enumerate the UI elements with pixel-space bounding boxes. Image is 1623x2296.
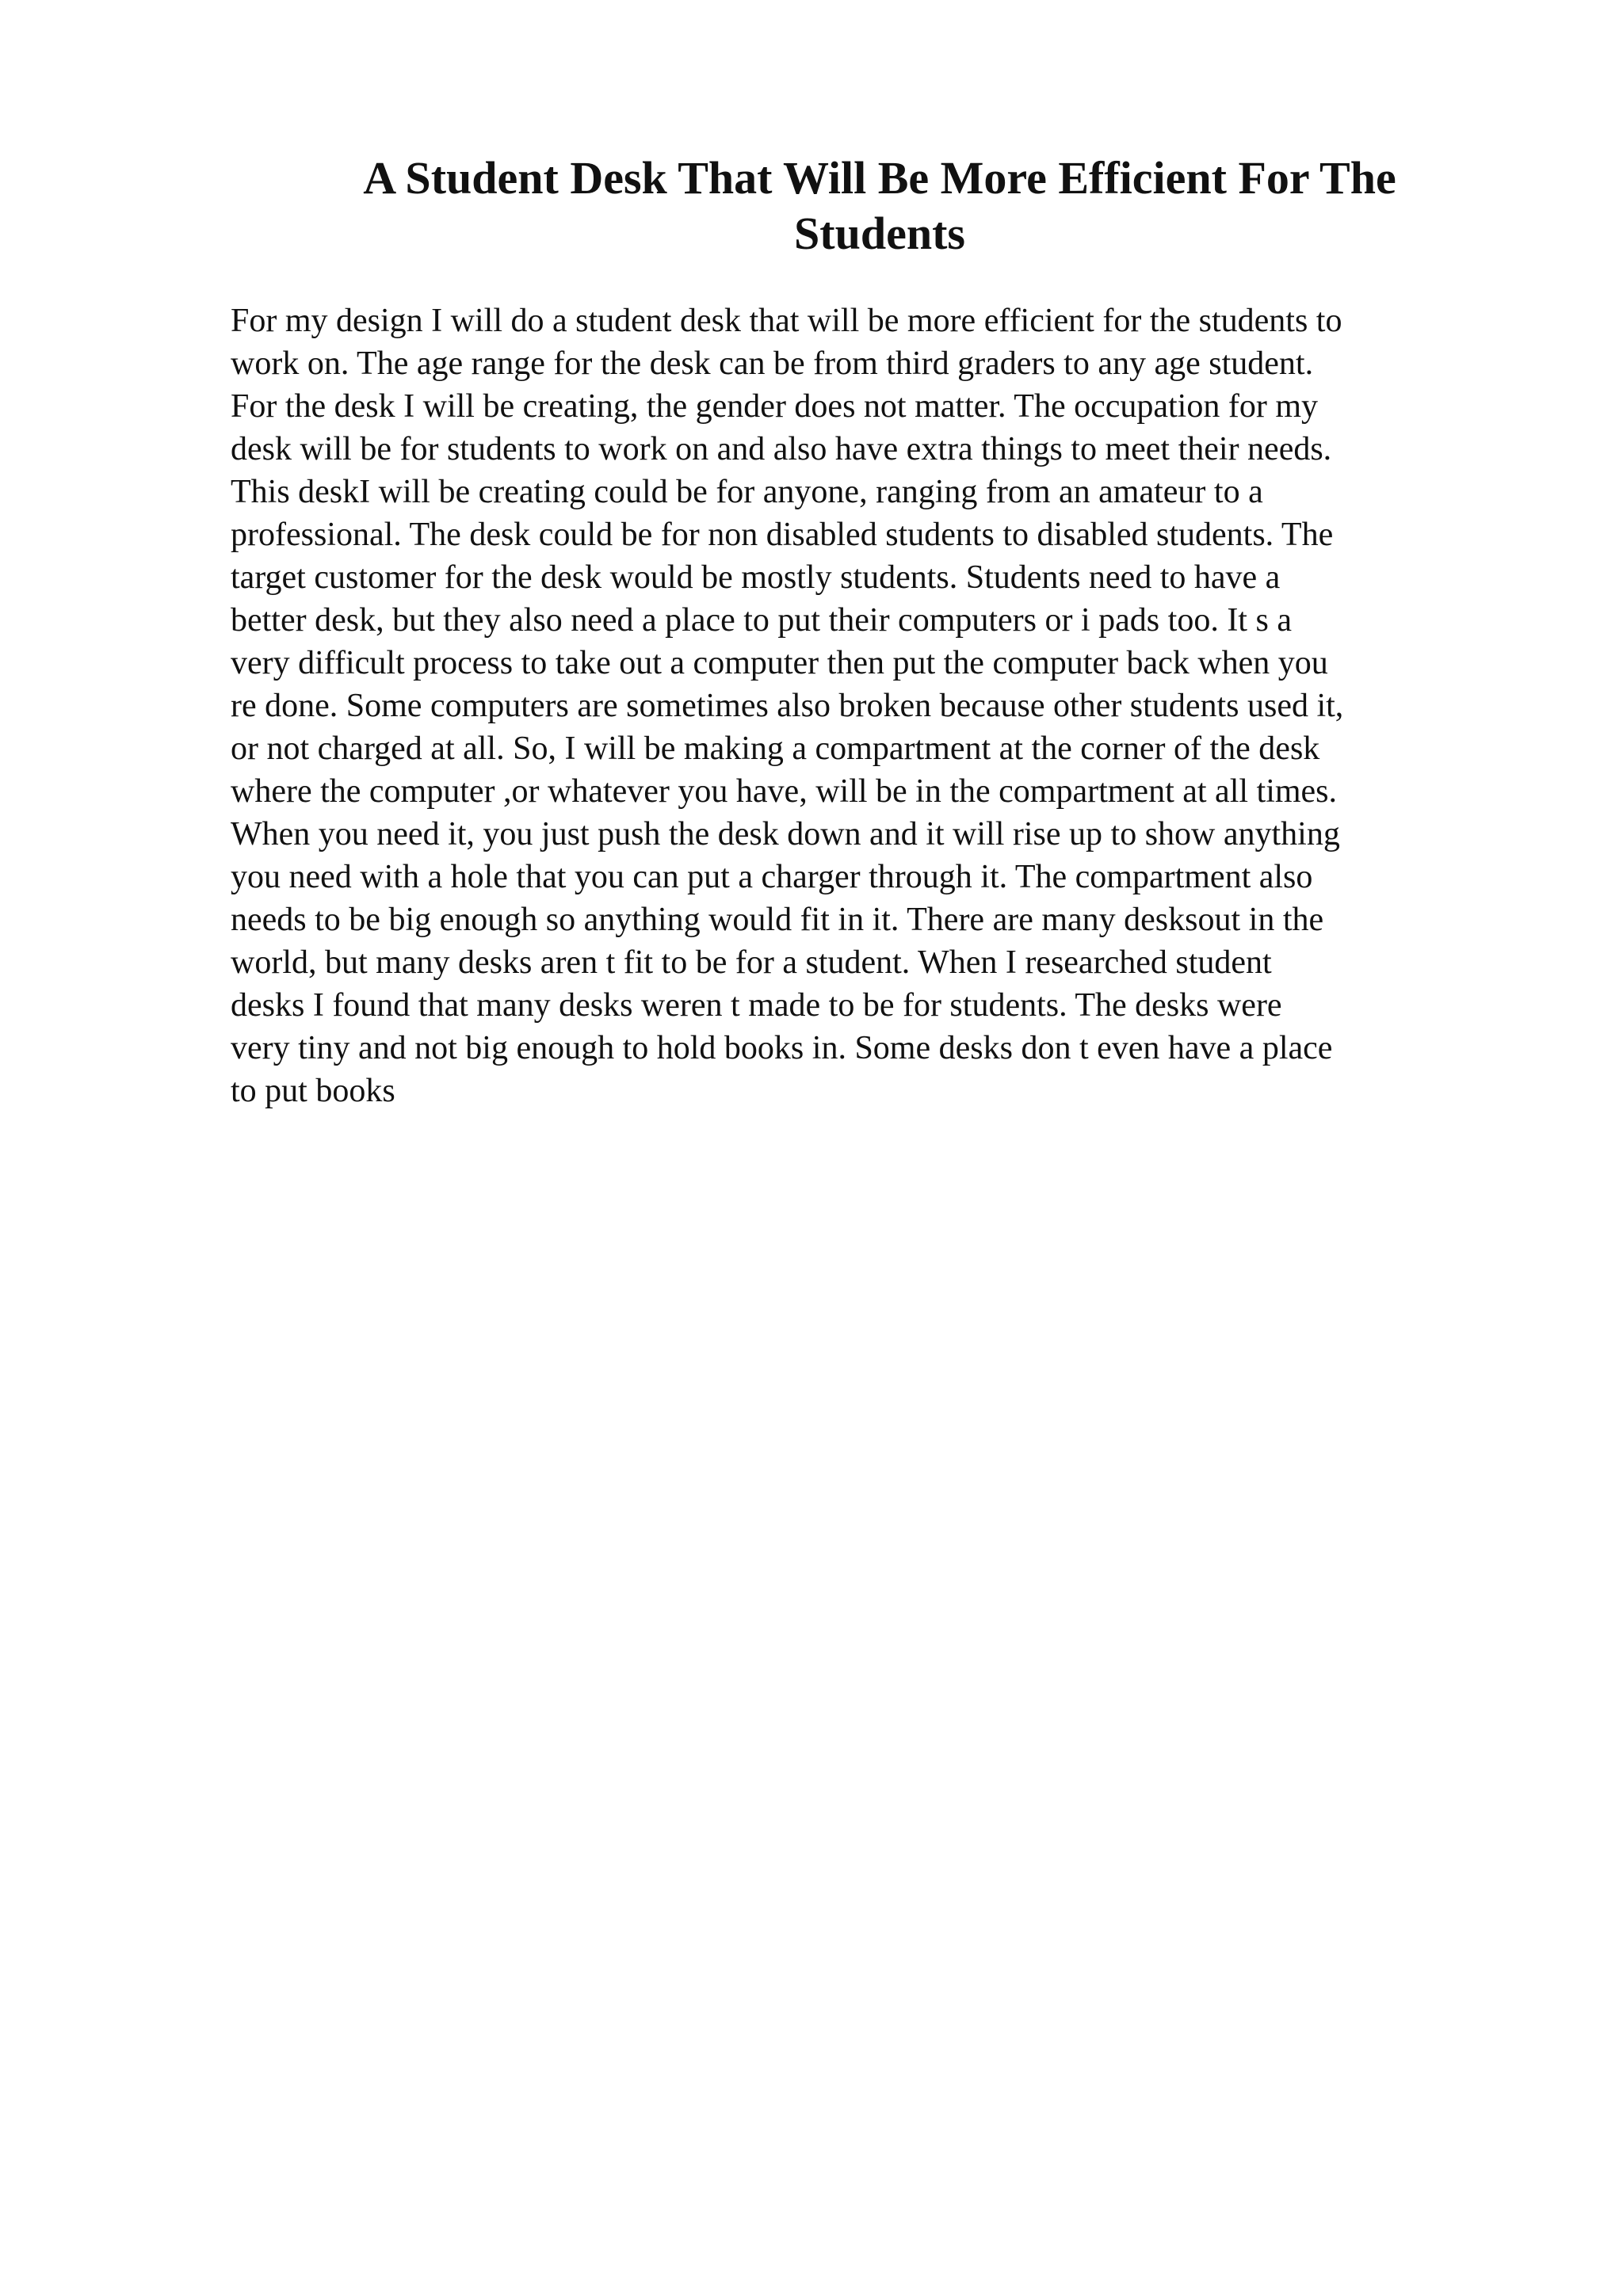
body-line: target customer for the desk would be mostly students. Students need to have a [231, 559, 1281, 596]
body-line: This deskI will be creating could be for anyone, ranging from an amateur to a [231, 474, 1263, 510]
body-line: professional. The desk could be for non disabled students to disabled students. The [231, 517, 1334, 553]
body-line: When you need it, you just push the desk down and it will rise up to show anything [231, 816, 1340, 852]
body-line: or not charged at all. So, I will be making a compartment at the corner of the desk [231, 730, 1320, 767]
body-line: For the desk I will be creating, the gender does not matter. The occupation for my [231, 388, 1318, 425]
body-line: to put books [231, 1073, 395, 1109]
body-line: desks I found that many desks weren t made to be for students. The desks were [231, 987, 1282, 1024]
body-line: For my design I will do a student desk that will be more efficient for the students to [231, 303, 1342, 339]
body-line: re done. Some computers are sometimes also broken because other students used it, [231, 688, 1344, 724]
body-line: work on. The age range for the desk can be from third graders to any age student. [231, 345, 1314, 382]
document-body [231, 299, 1483, 1112]
body-line: desk will be for students to work on and also have extra things to meet their needs. [231, 431, 1332, 467]
body-line: better desk, but they also need a place to put their computers or i pads too. It s a [231, 602, 1292, 639]
body-line: you need with a hole that you can put a charger through it. The compartment also [231, 859, 1313, 895]
body-line: very difficult process to take out a computer then put the computer back when you [231, 645, 1328, 681]
document-title: A Student Desk That Will Be More Efficient For The Students [363, 152, 1396, 259]
body-line: very tiny and not big enough to hold books in. Some desks don t even have a place [231, 1030, 1333, 1066]
body-line: needs to be big enough so anything would fit in it. There are many desksout in the [231, 902, 1324, 938]
body-line: where the computer ,or whatever you have, will be in the compartment at all times. [231, 773, 1338, 810]
body-line: world, but many desks aren t fit to be for a student. When I researched student [231, 944, 1272, 981]
